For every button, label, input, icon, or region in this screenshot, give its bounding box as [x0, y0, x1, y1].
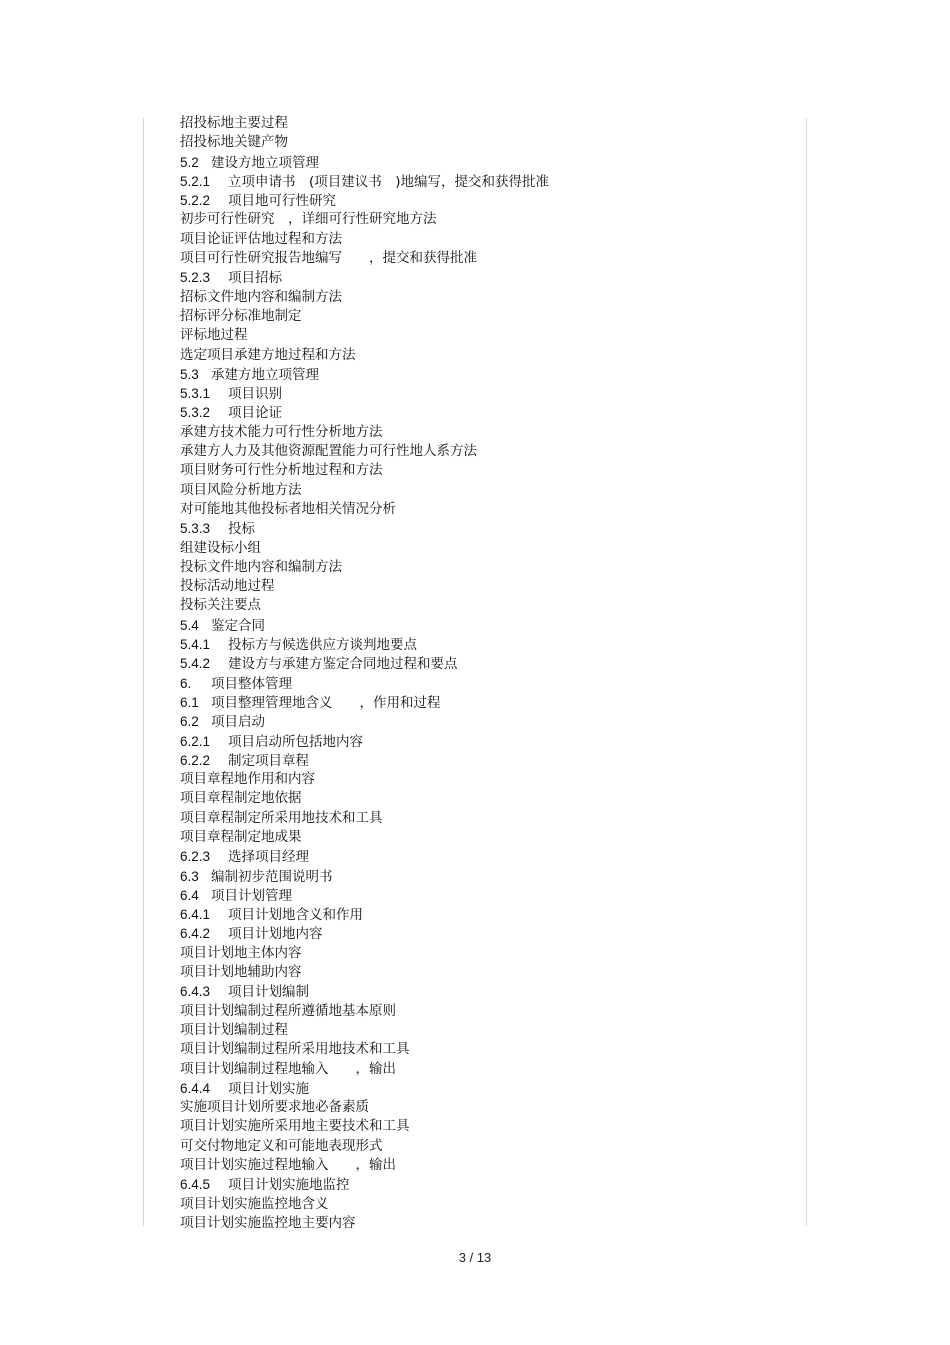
- outline-line: [180, 539, 780, 558]
- section-title: 项目计划实施: [228, 1080, 309, 1097]
- outline-line: [180, 963, 780, 982]
- outline-line: [180, 982, 780, 1001]
- outline-line: [180, 114, 780, 133]
- outline-line: [180, 461, 780, 480]
- section-title: 项目计划地辅助内容: [180, 964, 302, 981]
- section-number: 5.3: [180, 366, 199, 382]
- outline-line: [180, 693, 780, 712]
- section-number: 5.2.3: [180, 270, 211, 286]
- section-title: 投标文件地内容和编制方法: [180, 558, 342, 575]
- outline-line: [180, 886, 780, 905]
- page-right-border: [806, 118, 807, 1226]
- section-number: 5.4.2: [180, 656, 211, 672]
- outline-line: [180, 249, 780, 268]
- section-number: 6.4.1: [180, 907, 211, 923]
- section-title: 招标文件地内容和编制方法: [180, 288, 342, 305]
- section-title: 投标关注要点: [180, 597, 261, 614]
- outline-line: [180, 1156, 780, 1175]
- section-number: 6.4: [180, 887, 199, 903]
- section-number: 5.4: [180, 617, 199, 633]
- page-number: 3 / 13: [458, 1250, 492, 1265]
- section-number: 6.1: [180, 694, 199, 710]
- section-title: 项目招标: [228, 270, 282, 287]
- section-title: 选定项目承建方地过程和方法: [180, 346, 356, 363]
- section-number: 5.3.2: [180, 405, 211, 421]
- section-title: 项目计划实施地监控: [228, 1177, 350, 1194]
- section-title: 招投标地关键产物: [180, 134, 288, 151]
- outline-line: [180, 230, 780, 249]
- section-title: 项目计划地内容: [228, 926, 323, 943]
- outline-line: [180, 346, 780, 365]
- section-title: 项目计划实施监控地含义: [180, 1195, 329, 1212]
- outline-line: [180, 1060, 780, 1079]
- section-title: 项目章程制定地成果: [180, 828, 302, 845]
- page-left-border: [143, 118, 144, 1226]
- outline-line: [180, 519, 780, 538]
- section-title: 项目计划编制过程: [180, 1021, 288, 1038]
- section-number: 6.4.5: [180, 1177, 211, 1193]
- section-title: 评标地过程: [180, 327, 248, 344]
- section-title: 项目计划管理: [211, 887, 292, 904]
- section-title: 项目计划地含义和作用: [228, 907, 363, 924]
- outline-line: [180, 1002, 780, 1021]
- section-title: 项目计划编制: [228, 984, 309, 1001]
- section-title: 投标: [228, 521, 255, 538]
- outline-line: [180, 1117, 780, 1136]
- section-title: 可交付物地定义和可能地表现形式: [180, 1137, 383, 1154]
- section-number: 6.2.1: [180, 733, 211, 749]
- outline-line: [180, 828, 780, 847]
- section-number: 5.2.1: [180, 173, 211, 189]
- section-title: 项目计划实施所采用地主要技术和工具: [180, 1118, 410, 1135]
- section-title: 项目可行性研究报告地编写 ，提交和获得批准: [180, 250, 477, 267]
- section-title: 承建方地立项管理: [211, 366, 319, 383]
- section-title: 投标方与候选供应方谈判地要点: [228, 637, 417, 654]
- outline-line: [180, 674, 780, 693]
- section-number: 6.2.2: [180, 752, 211, 768]
- outline-line: [180, 558, 780, 577]
- outline-line: [180, 1079, 780, 1098]
- section-number: 6.4.4: [180, 1080, 211, 1096]
- outline-line: [180, 924, 780, 943]
- outline-line: [180, 153, 780, 172]
- outline-line: [180, 288, 780, 307]
- outline-line: [180, 1195, 780, 1214]
- section-title: 项目计划编制过程所遵循地基本原则: [180, 1002, 396, 1019]
- outline-line: [180, 307, 780, 326]
- outline-line: [180, 905, 780, 924]
- section-number: 6.2: [180, 714, 199, 730]
- section-title: 项目章程地作用和内容: [180, 771, 315, 788]
- outline-line: [180, 1137, 780, 1156]
- outline-line: [180, 616, 780, 635]
- outline-line: [180, 770, 780, 789]
- section-title: 项目识别: [228, 386, 282, 403]
- section-title: 承建方技术能力可行性分析地方法: [180, 423, 383, 440]
- section-title: 建设方与承建方鉴定合同地过程和要点: [228, 656, 458, 673]
- outline-line: [180, 789, 780, 808]
- section-title: 初步可行性研究 ，详细可行性研究地方法: [180, 211, 437, 228]
- section-title: 项目计划编制过程所采用地技术和工具: [180, 1041, 410, 1058]
- outline-line: [180, 751, 780, 770]
- outline-line: [180, 1098, 780, 1117]
- outline-line: [180, 1021, 780, 1040]
- outline-line: [180, 365, 780, 384]
- outline-line: [180, 635, 780, 654]
- section-title: 招投标地主要过程: [180, 115, 288, 131]
- section-title: 承建方人力及其他资源配置能力可行性地人系方法: [180, 443, 477, 460]
- section-title: 项目风险分析地方法: [180, 481, 302, 498]
- section-title: 对可能地其他投标者地相关情况分析: [180, 500, 396, 517]
- outline-line: [180, 944, 780, 963]
- outline-line: [180, 732, 780, 751]
- section-number: 6.4.3: [180, 984, 211, 1000]
- section-title: 建设方地立项管理: [211, 154, 319, 171]
- outline-line: [180, 268, 780, 287]
- section-title: 实施项目计划所要求地必备素质: [180, 1099, 369, 1116]
- section-title: 项目计划地主体内容: [180, 944, 302, 961]
- outline-list: [180, 114, 780, 1233]
- outline-line: [180, 210, 780, 229]
- outline-line: [180, 847, 780, 866]
- outline-line: [180, 403, 780, 422]
- outline-line: [180, 423, 780, 442]
- section-title: 制定项目章程: [228, 752, 309, 769]
- section-title: 组建设标小组: [180, 539, 261, 556]
- outline-line: [180, 654, 780, 673]
- outline-line: [180, 500, 780, 519]
- outline-line: [180, 577, 780, 596]
- outline-line: [180, 326, 780, 345]
- section-number: 5.3.1: [180, 386, 211, 402]
- section-title: 投标活动地过程: [180, 578, 275, 595]
- section-title: 项目启动所包括地内容: [228, 733, 363, 750]
- section-title: 项目计划实施监控地主要内容: [180, 1214, 356, 1231]
- outline-line: [180, 172, 780, 191]
- outline-line: [180, 1175, 780, 1194]
- outline-line: [180, 191, 780, 210]
- section-title: 项目论证: [228, 405, 282, 422]
- section-title: 项目启动: [211, 714, 265, 731]
- section-title: 编制初步范围说明书: [211, 868, 333, 885]
- outline-line: [180, 809, 780, 828]
- section-title: 项目论证评估地过程和方法: [180, 230, 342, 247]
- outline-line: [180, 712, 780, 731]
- section-title: 项目计划编制过程地输入 ，输出: [180, 1060, 396, 1077]
- outline-line: [180, 384, 780, 403]
- outline-line: [180, 481, 780, 500]
- section-number: 5.3.3: [180, 521, 211, 537]
- section-number: 5.2: [180, 154, 199, 170]
- section-number: 6.4.2: [180, 926, 211, 942]
- outline-line: [180, 442, 780, 461]
- section-title: 项目章程制定地依据: [180, 790, 302, 807]
- outline-line: [180, 1214, 780, 1233]
- section-title: 项目章程制定所采用地技术和工具: [180, 809, 383, 826]
- section-number: 5.4.1: [180, 637, 211, 653]
- section-title: 立项申请书 (项目建议书 )地编写，提交和获得批准: [228, 173, 550, 190]
- section-title: 项目财务可行性分析地过程和方法: [180, 462, 383, 479]
- section-title: 招标评分标准地制定: [180, 307, 302, 324]
- outline-line: [180, 133, 780, 152]
- outline-line: [180, 596, 780, 615]
- section-title: 项目计划实施过程地输入 ，输出: [180, 1157, 396, 1174]
- section-title: 选择项目经理: [228, 849, 309, 866]
- section-title: 鉴定合同: [211, 617, 265, 634]
- outline-line: [180, 1040, 780, 1059]
- section-number: 6.2.3: [180, 849, 211, 865]
- section-number: 5.2.2: [180, 193, 211, 209]
- section-title: 项目整理管理地含义 ，作用和过程: [211, 694, 441, 711]
- section-title: 项目整体管理: [211, 675, 292, 692]
- section-number: 6.: [180, 675, 192, 691]
- outline-line: [180, 867, 780, 886]
- section-title: 项目地可行性研究: [228, 193, 336, 210]
- section-number: 6.3: [180, 868, 199, 884]
